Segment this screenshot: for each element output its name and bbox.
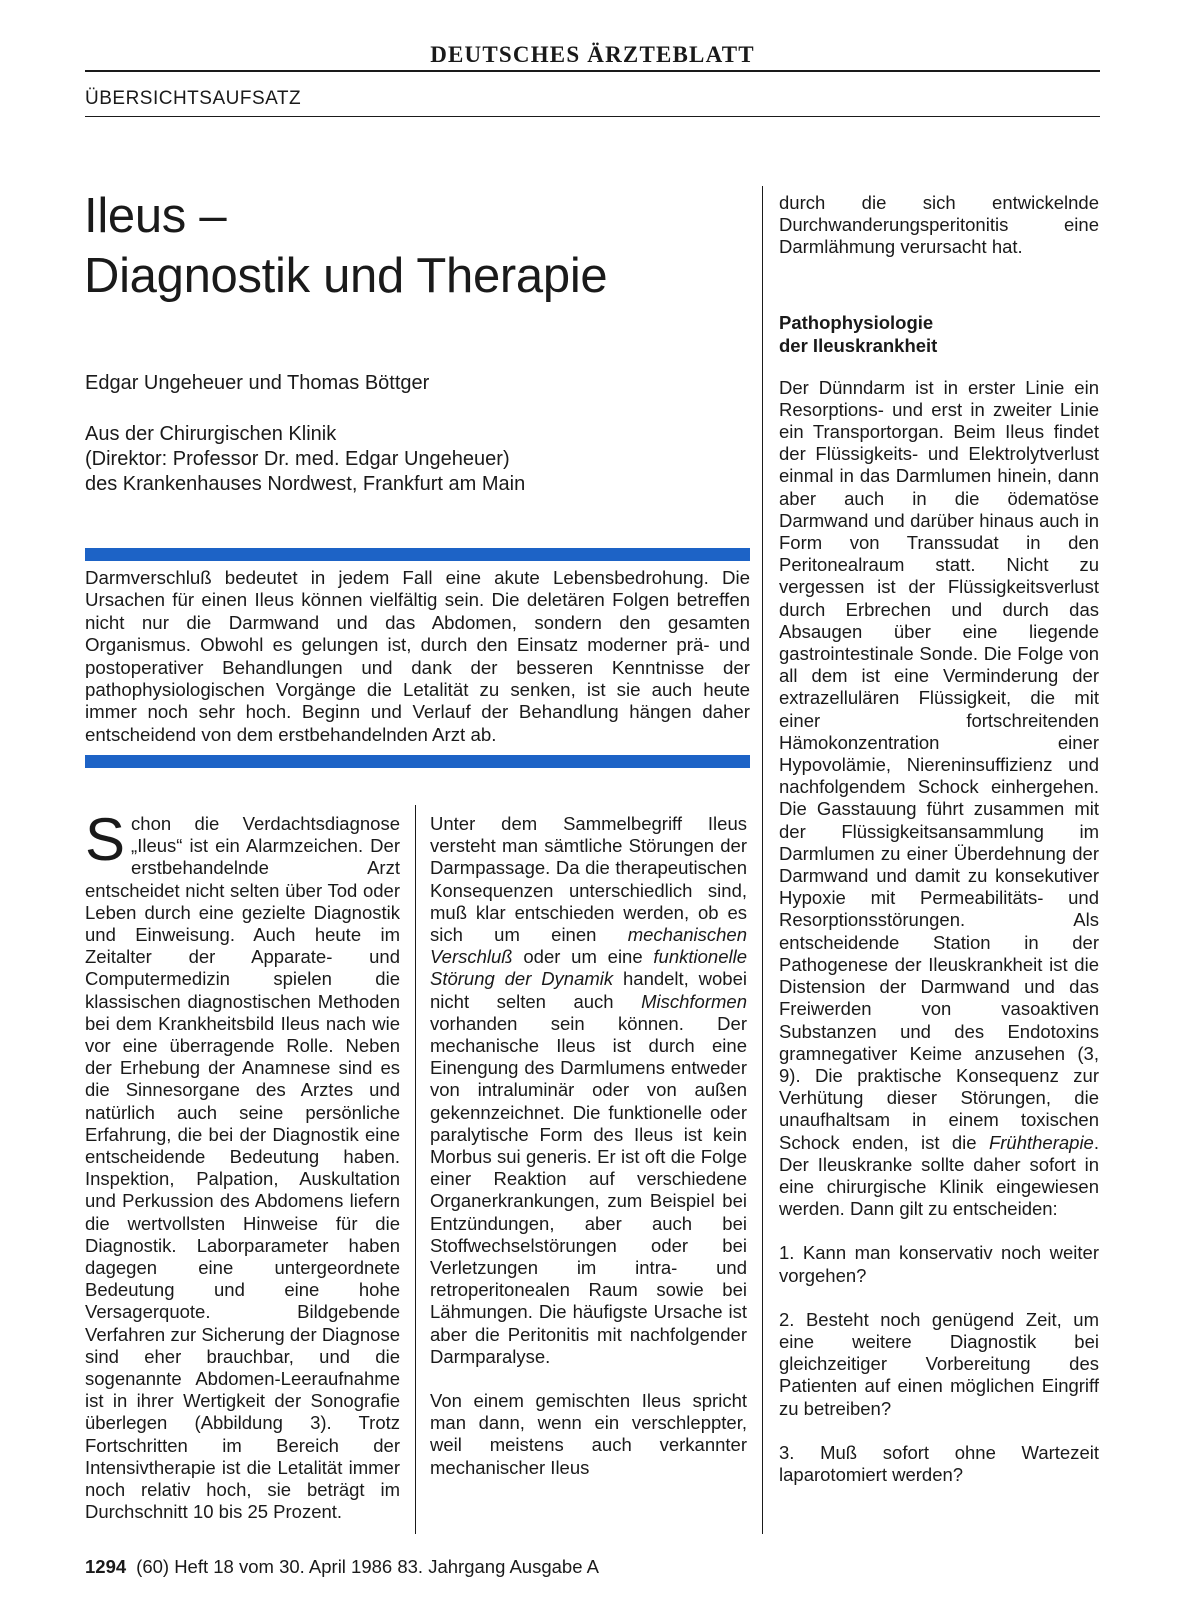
body-column-2 [430,813,747,1479]
text-run: oder um eine [512,946,654,968]
intro-paragraph [85,806,400,1524]
authors: Edgar Ungeheuer und Thomas Böttger [85,372,430,394]
text-run: handelt, wobei nicht selten auch [430,968,747,1012]
drop-cap: S [85,806,126,873]
affiliation-line-1: Aus der Chirurgischen Klinik [85,423,337,445]
article-title [84,186,754,306]
title-line-1: Ileus – [84,189,227,243]
mixed-ileus-paragraph: Von einem gemischten Ileus spricht man dann, wenn ein verschleppter, weil meistens auch verkannter mechanischer Ileus [430,1390,747,1478]
section-label: ÜBERSICHTSAUFSATZ [85,86,1100,117]
emphasis-mischformen: Mischformen [641,990,747,1012]
text-run: vorhanden sein können. Der mechanische Ileus ist durch eine Einengung des Darmlumens entweder von intraluminär oder von außen gekennzeichnet. Die funktionelle oder paralytische Form des Ileus ist kein Morbus sui generis. Er ist oft die Folge einer Reaktion auf verschiedene Organerkrankungen, zum Beispiel bei Entzündungen, aber auch bei Stoffwechselstörungen oder bei Verletzungen im intra- und retroperitonealen Raum sowie bei Lähmungen. Die häufigste Ursache ist aber die Peritonitis mit nachfolgender Darmparalyse. [430,1012,747,1367]
page-footer [85,1556,599,1578]
abstract: Darmverschluß bedeutet in jedem Fall eine akute Lebensbedrohung. Die Ursachen für einen Ileus können vielfältig sein. Die deletären Folgen betreffen nicht nur die Darmwand und das Abdomen, sondern den gesamten Organismus. Obwohl es gelungen ist, durch den Einsatz moderner prä- und postoperativer Behandlungen und dank der besseren Kenntnisse der pathophysiologischen Vorgänge die Letalität zu senken, ist sie auch heute immer noch sehr hoch. Beginn und Verlauf der Behandlung hängen daher entscheidend von dem erstbehandelnden Arzt ab. [85,567,750,745]
page-number: 1294 [85,1556,127,1577]
abstract-bar-bottom [85,755,750,768]
affiliation [85,422,745,497]
text-run: Der Dünndarm ist in erster Linie ein Resorptions- und erst in zweiter Linie ein Transportorgan. Beim Ileus findet der Flüssigkeits- und Elektrolytverlust einmal in das Darmlumen hinein, dann aber auch in die ödematöse Darmwand und darüber hinaus auch in Form von Transsudat in den Peritonealraum statt. Nicht zu vergessen ist der Flüssigkeitsverlust durch Erbrechen und durch das Absaugen über eine liegende gastrointestinale Sonde. Die Folge von all dem ist eine Verminderung der extrazellulären Flüssigkeit, die mit einer fortschreitenden Hämokonzentration einer Hypovolämie, Niereninsuffizienz und nachfolgendem Schock einhergehen. Die Gasstauung führt zusammen mit der Flüssigkeitsansammlung im Darmlumen zu einer Überdehnung der Darmwand und damit zu konsekutiver Hypoxie mit Permeabilitäts- und Resorptionsstörungen. Als entscheidende Station in der Pathogenese der Ileuskrankheit ist die Distension der Darmwand und das Freiwerden von vasoaktiven Substanzen und des Endotoxins gramnegativer Keime anzusehen (3, 9). Die praktische Konsequenz zur Verhütung dieser Störungen, die unaufhaltsam in einem toxischen Schock enden, ist die [779,376,1099,1153]
journal-masthead: DEUTSCHES ÄRZTEBLATT [85,42,1100,72]
affiliation-line-2: (Direktor: Professor Dr. med. Edgar Ungeheuer) [85,448,510,470]
emphasis-mechanischer-verschluss: mechanischen Verschluß [430,924,747,968]
continuation-paragraph: durch die sich entwickelnde Durchwanderungsperitonitis eine Darmlähmung verursacht hat. [779,192,1099,258]
title-line-2: Diagnostik und Therapie [84,249,608,303]
section-heading [779,311,1099,357]
heading-line-2: der Ileuskrankheit [779,334,938,356]
column-rule-right [762,186,763,1534]
body-column-3 [779,192,1099,1486]
text-run: . Der Ileuskranke sollte daher sofort in eine chirurgische Klinik eingewiesen werden. Dann gilt zu entscheiden: [779,1131,1099,1220]
heading-line-1: Pathophysiologie [779,311,934,333]
question-1: 1. Kann man konservativ noch weiter vorgehen? [779,1242,1099,1286]
body-column-1 [85,806,400,1524]
question-3: 3. Muß sofort ohne Wartezeit laparotomiert werden? [779,1441,1099,1485]
column-rule-middle [415,805,416,1534]
affiliation-line-3: des Krankenhauses Nordwest, Frankfurt am Main [85,473,526,495]
emphasis-funktionelle-stoerung: funktionelle Störung der Dynamik [430,946,747,990]
definition-paragraph [430,813,747,1368]
emphasis-fruehtherapie: Frühtherapie [988,1131,1094,1153]
intro-text: chon die Verdachtsdiagnose „Ileus“ ist ein Alarmzeichen. Der erstbehandelnde Arzt entscheidet nicht selten über Tod oder Leben durch eine gezielte Diagnostik und Einweisung. Auch heute im Zeitalter der Apparate- und Computermedizin spielen die klassischen diagnostischen Methoden bei dem Krankheitsbild Ileus nach wie vor eine überragende Rolle. Neben der Erhebung der Anamnese sind es die Sinnesorgane des Arztes und natürlich auch seine persönliche Erfahrung, die bei der Diagnostik eine entscheidende Bedeutung haben. Inspektion, Palpation, Auskultation und Perkussion des Abdomens liefern die wertvollsten Hinweise für die Diagnostik. Laborparameter haben dagegen eine untergeordnete Bedeutung und eine hohe Versagerquote. Bildgebende Verfahren zur Sicherung der Diagnose sind eher brauchbar, und die sogenannte Abdomen-Leeraufnahme ist in ihrer Wertigkeit der Sonografie überlegen (Abbildung 3). Trotz Fortschritten im Bereich der Intensivtherapie ist die Letalität immer noch relativ hoch, sie beträgt im Durchschnitt 10 bis 25 Prozent. [85,813,400,1523]
question-2: 2. Besteht noch genügend Zeit, um eine weitere Diagnostik bei gleichzeitiger Vorbereitung des Patienten auf einen möglichen Eingriff zu betreiben? [779,1308,1099,1419]
issue-info: (60) Heft 18 vom 30. April 1986 83. Jahrgang Ausgabe A [136,1556,599,1577]
pathophysiology-paragraph [779,377,1099,1221]
abstract-bar-top [85,548,750,561]
text-run: Unter dem Sammelbegriff Ileus versteht man sämtliche Störungen der Darmpassage. Da die therapeutischen Konsequenzen unterschiedlich sind, muß klar entschieden werden, ob es sich um einen [430,813,747,946]
